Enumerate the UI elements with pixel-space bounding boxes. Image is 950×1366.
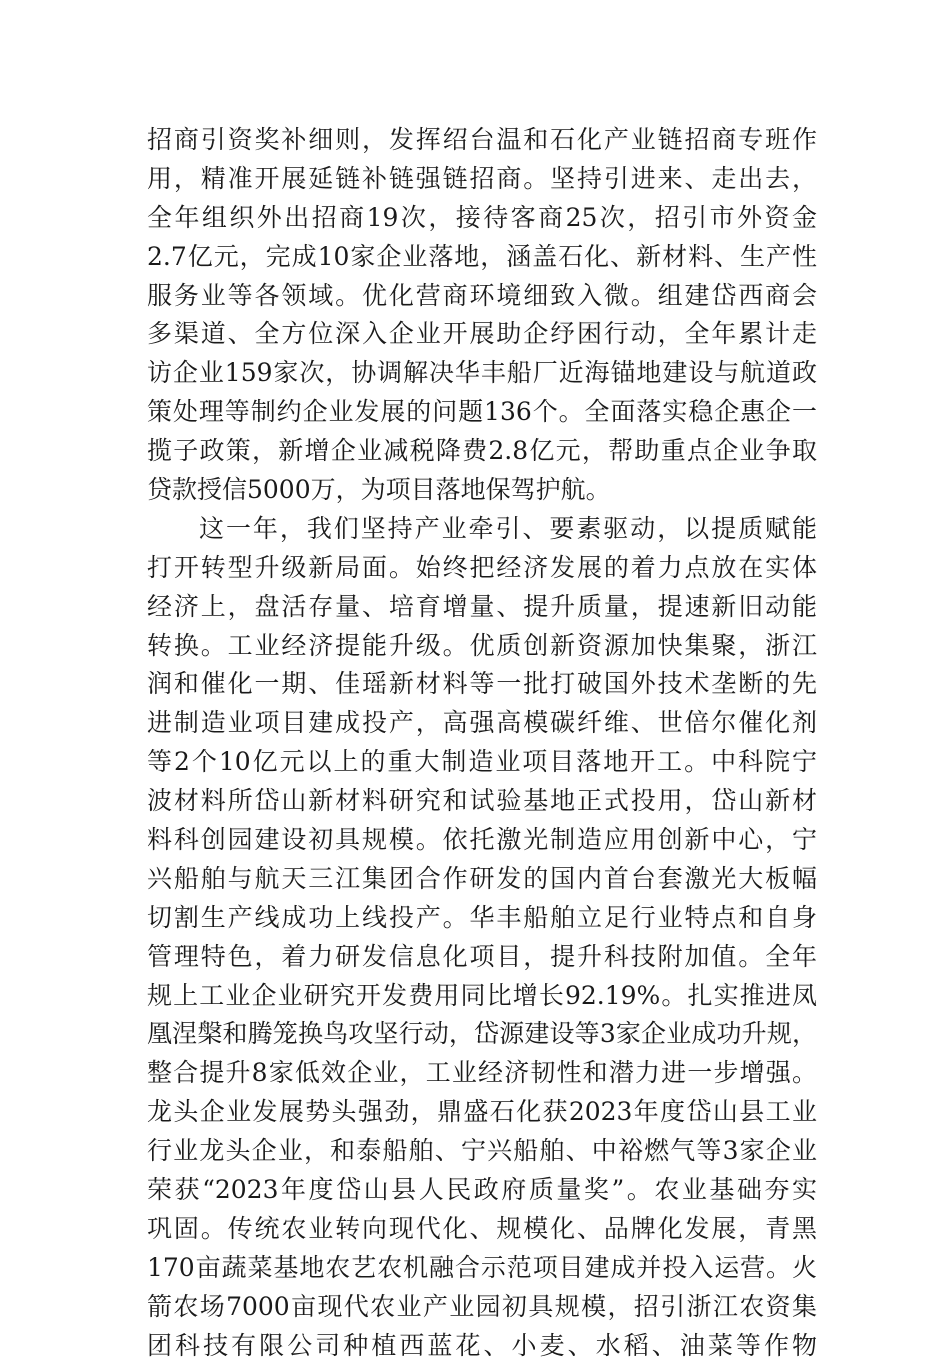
text-line: 打开转型升级新局面。始终把经济发展的着力点放在实体 bbox=[147, 552, 817, 582]
text-line: 荣获“2023年度岱山县人民政府质量奖”。农业基础夯实 bbox=[147, 1175, 817, 1205]
text-line: 贷款授信5000万，为项目落地保驾护航。 bbox=[147, 475, 611, 505]
text-line: 用，精准开展延链补链强链招商。坚持引进来、走出去， bbox=[147, 163, 817, 193]
text-line: 访企业159家次，协调解决华丰船厂近海锚地建设与航道政 bbox=[147, 358, 817, 388]
text-line: 凰涅槃和腾笼换鸟攻坚行动，岱源建设等3家企业成功升规， bbox=[147, 1019, 817, 1049]
body-text bbox=[147, 121, 817, 1366]
text-line: 策处理等制约企业发展的问题136个。全面落实稳企惠企一 bbox=[147, 397, 817, 427]
text-line: 切割生产线成功上线投产。华丰船舶立足行业特点和自身 bbox=[147, 902, 817, 932]
text-line: 管理特色，着力研发信息化项目，提升科技附加值。全年 bbox=[147, 941, 817, 971]
text-line: 全年组织外出招商19次，接待客商25次，招引市外资金 bbox=[147, 202, 817, 232]
text-line: 料科创园建设初具规模。依托激光制造应用创新中心，宁 bbox=[147, 825, 817, 855]
text-line: 巩固。传统农业转向现代化、规模化、品牌化发展，青黑 bbox=[147, 1213, 817, 1243]
text-line: 进制造业项目建成投产，高强高模碳纤维、世倍尔催化剂 bbox=[147, 708, 817, 738]
text-line: 行业龙头企业，和泰船舶、宁兴船舶、中裕燃气等3家企业 bbox=[147, 1136, 817, 1166]
paragraph-first-line: 这一年，我们坚持产业牵引、要素驱动，以提质赋能 bbox=[199, 513, 817, 543]
text-line: 招商引资奖补细则，发挥绍台温和石化产业链招商专班作 bbox=[147, 125, 817, 154]
text-line: 团科技有限公司种植西蓝花、小麦、水稻、油菜等作物 bbox=[147, 1330, 817, 1360]
text-line: 等2个10亿元以上的重大制造业项目落地开工。中科院宁 bbox=[147, 747, 817, 777]
text-line: 规上工业企业研究开发费用同比增长92.19%。扎实推进凤 bbox=[147, 980, 817, 1010]
text-line: 揽子政策，新增企业减税降费2.8亿元，帮助重点企业争取 bbox=[147, 436, 817, 466]
text-line: 170亩蔬菜基地农艺农机融合示范项目建成并投入运营。火 bbox=[147, 1252, 817, 1282]
text-line: 龙头企业发展势头强劲，鼎盛石化获2023年度岱山县工业 bbox=[147, 1097, 817, 1127]
text-line: 整合提升8家低效企业，工业经济韧性和潜力进一步增强。 bbox=[147, 1058, 817, 1088]
text-line: 2.7亿元，完成10家企业落地，涵盖石化、新材料、生产性 bbox=[147, 241, 817, 271]
text-line: 兴船舶与航天三江集团合作研发的国内首台套激光大板幅 bbox=[147, 863, 817, 893]
text-line: 多渠道、全方位深入企业开展助企纾困行动，全年累计走 bbox=[147, 319, 817, 349]
text-line: 转换。工业经济提能升级。优质创新资源加快集聚，浙江 bbox=[147, 630, 817, 660]
text-line: 经济上，盘活存量、培育增量、提升质量，提速新旧动能 bbox=[147, 591, 817, 621]
text-line: 波材料所岱山新材料研究和试验基地正式投用，岱山新材 bbox=[147, 786, 817, 816]
text-line: 服务业等各领域。优化营商环境细致入微。组建岱西商会 bbox=[147, 280, 817, 310]
text-line: 润和催化一期、佳瑶新材料等一批打破国外技术垄断的先 bbox=[147, 669, 817, 699]
text-line: 箭农场7000亩现代农业产业园初具规模，招引浙江农资集 bbox=[147, 1291, 817, 1321]
